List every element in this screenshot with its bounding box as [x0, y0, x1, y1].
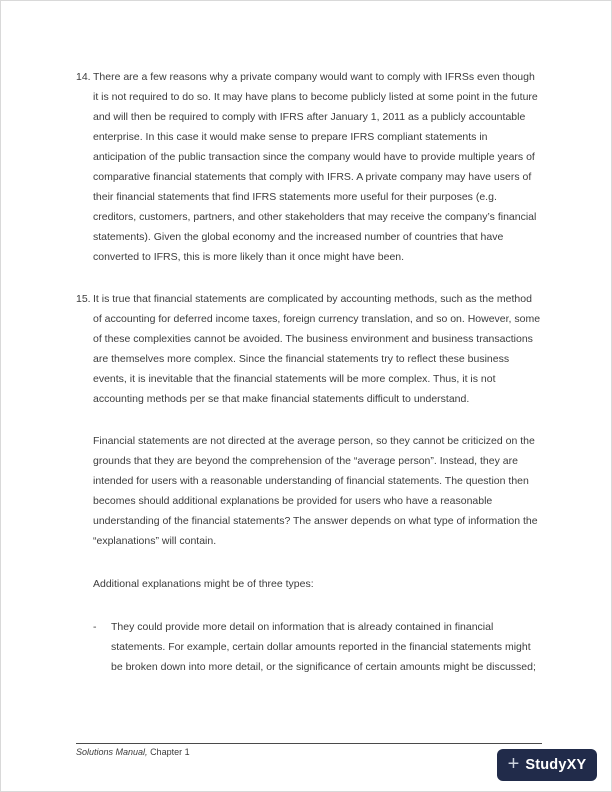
plus-icon: + — [507, 753, 520, 775]
bullet-text: They could provide more detail on information that is already contained in financial statements. For example, certain dollar amounts reported in the financial statements might be broken down into more detail, or the significance of certain amounts might be discussed; — [111, 621, 536, 673]
page-footer — [76, 743, 542, 757]
item-number: 14. — [76, 71, 91, 83]
paragraph: Additional explanations might be of three types: — [93, 578, 314, 590]
studyxy-logo-badge — [497, 749, 597, 781]
item-number: 15. — [76, 293, 91, 305]
bullet-item — [93, 617, 542, 677]
list-item-15 — [76, 289, 542, 409]
paragraph: Financial statements are not directed at the average person, so they cannot be criticized on the grounds that they are beyond the comprehension of the “average person”. Instead, they are intended for users with a reasonable understanding of financial statements. The question then becomes should additional explanations be provided for users who have a reasonable understanding of the financial statements? The answer depends on what type of information the “explanations” will contain. — [93, 435, 538, 547]
chapter-label: Chapter 1 — [150, 747, 190, 757]
list-item-14 — [76, 67, 542, 267]
solutions-manual-label: Solutions Manual, — [76, 747, 148, 757]
page-content — [76, 67, 542, 697]
item-text: There are a few reasons why a private company would want to comply with IFRSs even though it is not required to do so. It may have plans to become publicly listed at some point in the future and will then be required to comply with IFRS after January 1, 2011 as a publicly accountable enterprise. In this case it would make sense to prepare IFRS compliant statements in anticipation of the public transaction since the company would have to provide multiple years of comparative financial statements that comply with IFRS. A private company may have users of their financial statements that find IFRS statements more useful for their purposes (e.g. creditors, customers, partners, and other stakeholders that may receive the company’s financial statements). Given the global economy and the increased number of countries that have converted to IFRS, this is more likely than it once might have been. — [93, 71, 538, 263]
footer-text — [76, 744, 542, 757]
studyxy-label: StudyXY — [525, 757, 587, 773]
dash-marker: - — [93, 621, 97, 633]
item-text: It is true that financial statements are complicated by accounting methods, such as the method of accounting for deferred income taxes, foreign currency translation, and so on. However, some of these complexities cannot be avoided. The business environment and business transactions are themselves more complex. Since the financial statements try to reflect these business events, it is inevitable that the financial statements will be more complex. Thus, it is not accounting methods per se that make financial statements difficult to understand. — [93, 293, 541, 405]
